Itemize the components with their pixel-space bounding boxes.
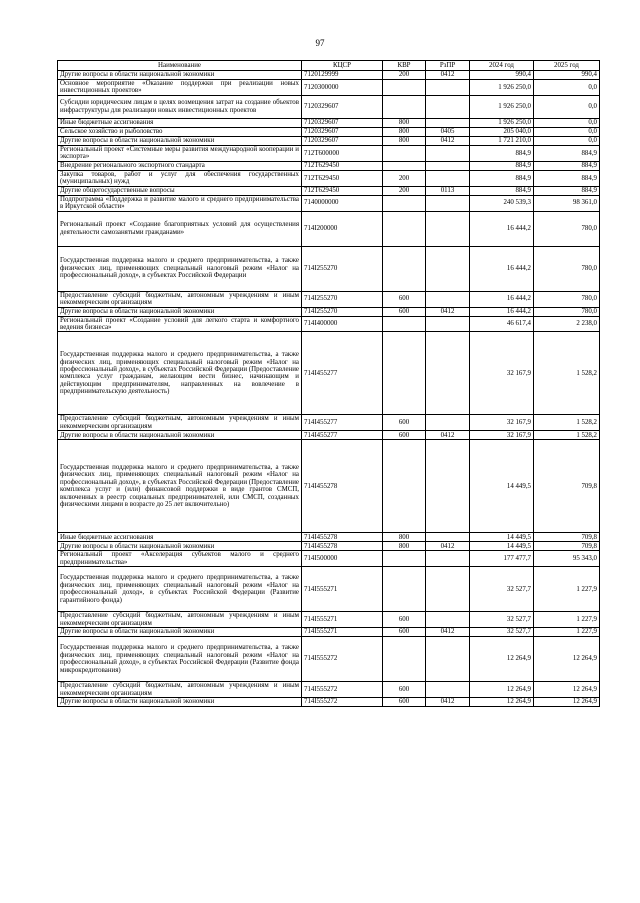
row-kcsr-cell: 7120329607 bbox=[302, 136, 383, 145]
header-2025: 2025 год bbox=[534, 61, 600, 71]
table-row bbox=[58, 118, 600, 127]
row-name-cell: Иные бюджетные ассигнования bbox=[58, 533, 302, 542]
row-kcsr-cell: 7140000000 bbox=[302, 195, 383, 211]
header-kcsr: КЦСР bbox=[302, 61, 383, 71]
row-2025-cell: 12 264,9 bbox=[534, 682, 600, 698]
table-body bbox=[58, 71, 600, 707]
row-kcsr-cell: 714I500000 bbox=[302, 551, 383, 567]
row-name-cell: Другие общегосударственные вопросы bbox=[58, 186, 302, 195]
row-2025-cell: 0,0 bbox=[534, 95, 600, 118]
row-kcsr-cell: 714I400000 bbox=[302, 316, 383, 332]
row-kvr-cell: 800 bbox=[383, 136, 426, 145]
row-kcsr-cell: 714I455277 bbox=[302, 415, 383, 431]
row-name-cell: Региональный проект «Акселерация субъектов малого и среднего предпринимательства» bbox=[58, 551, 302, 567]
row-kcsr-cell: 714I455277 bbox=[302, 431, 383, 440]
table-row bbox=[58, 195, 600, 211]
row-2024-cell: 32 527,7 bbox=[470, 612, 534, 628]
row-2025-cell: 884,9 bbox=[534, 186, 600, 195]
row-2024-cell: 14 449,5 bbox=[470, 440, 534, 533]
row-2024-cell: 884,9 bbox=[470, 161, 534, 170]
row-kcsr-cell: 714I555271 bbox=[302, 628, 383, 637]
row-2025-cell: 12 264,9 bbox=[534, 698, 600, 707]
row-2024-cell: 205 040,0 bbox=[470, 127, 534, 136]
row-kvr-cell bbox=[383, 332, 426, 415]
row-kvr-cell bbox=[383, 551, 426, 567]
row-kcsr-cell: 712T629450 bbox=[302, 186, 383, 195]
row-name-cell: Другие вопросы в области национальной экономики bbox=[58, 431, 302, 440]
table-row bbox=[58, 682, 600, 698]
row-2024-cell: 177 477,7 bbox=[470, 551, 534, 567]
row-2024-cell: 32 167,9 bbox=[470, 332, 534, 415]
row-rzpr-cell bbox=[426, 682, 470, 698]
row-2025-cell: 884,9 bbox=[534, 170, 600, 186]
row-2025-cell: 98 361,0 bbox=[534, 195, 600, 211]
row-rzpr-cell: 0412 bbox=[426, 542, 470, 551]
row-name-cell: Сельское хозяйство и рыболовство bbox=[58, 127, 302, 136]
row-2025-cell: 780,0 bbox=[534, 291, 600, 307]
row-rzpr-cell: 0412 bbox=[426, 136, 470, 145]
row-kvr-cell bbox=[383, 246, 426, 291]
row-kcsr-cell: 7120329607 bbox=[302, 95, 383, 118]
row-name-cell: Другие вопросы в области национальной экономики bbox=[58, 542, 302, 551]
table-row bbox=[58, 127, 600, 136]
row-kcsr-cell: 714I555272 bbox=[302, 682, 383, 698]
row-kvr-cell: 200 bbox=[383, 186, 426, 195]
row-kcsr-cell: 714I455278 bbox=[302, 440, 383, 533]
row-rzpr-cell: 0113 bbox=[426, 186, 470, 195]
row-kvr-cell bbox=[383, 211, 426, 246]
budget-table bbox=[57, 60, 600, 707]
row-kvr-cell: 600 bbox=[383, 431, 426, 440]
row-rzpr-cell bbox=[426, 95, 470, 118]
row-name-cell: Подпрограмма «Поддержка и развитие малого и среднего предпринимательства в Иркутской области» bbox=[58, 195, 302, 211]
row-kvr-cell: 800 bbox=[383, 127, 426, 136]
row-kvr-cell: 600 bbox=[383, 698, 426, 707]
row-kvr-cell: 800 bbox=[383, 533, 426, 542]
table-row bbox=[58, 161, 600, 170]
row-2024-cell: 32 167,9 bbox=[470, 431, 534, 440]
table-row bbox=[58, 637, 600, 682]
row-name-cell: Предоставление субсидий бюджетным, автономным учреждениям и иным некоммерческим организациям bbox=[58, 415, 302, 431]
header-kvr: КВР bbox=[383, 61, 426, 71]
header-rzpr: РзПР bbox=[426, 61, 470, 71]
table-row bbox=[58, 567, 600, 612]
row-name-cell: Государственная поддержка малого и среднего предпринимательства, а также физических лиц, применяющих специальный налоговый режим «Налог на профессиональный доход», в субъектах Российской Федерации (Развитие гарантийного фонда) bbox=[58, 567, 302, 612]
table-row bbox=[58, 246, 600, 291]
row-2025-cell: 709,8 bbox=[534, 440, 600, 533]
table-row bbox=[58, 145, 600, 161]
row-kvr-cell bbox=[383, 567, 426, 612]
row-2024-cell: 46 617,4 bbox=[470, 316, 534, 332]
row-kcsr-cell: 714I455278 bbox=[302, 533, 383, 542]
row-rzpr-cell: 0412 bbox=[426, 698, 470, 707]
table-row bbox=[58, 431, 600, 440]
row-name-cell: Государственная поддержка малого и среднего предпринимательства, а также физических лиц, применяющих специальный налоговый режим «Налог на профессиональный доход», в субъектах Российской Федерации bbox=[58, 246, 302, 291]
table-row bbox=[58, 533, 600, 542]
row-kcsr-cell: 714I455278 bbox=[302, 542, 383, 551]
row-kvr-cell: 600 bbox=[383, 628, 426, 637]
table-row bbox=[58, 95, 600, 118]
row-rzpr-cell bbox=[426, 211, 470, 246]
row-name-cell: Государственная поддержка малого и среднего предпринимательства, а также физических лиц, применяющих специальный налоговый режим «Налог на профессиональный доход», в субъектах Российской Федерации (Предоставление комплекса услуг гражданам, желающим вести бизнес, начинающим и действующим предпринимателям, направленных на вовлечение в предпринимательскую деятельность) bbox=[58, 332, 302, 415]
row-2025-cell: 709,8 bbox=[534, 533, 600, 542]
row-name-cell: Предоставление субсидий бюджетным, автономным учреждениям и иным некоммерческим организациям bbox=[58, 612, 302, 628]
row-rzpr-cell bbox=[426, 80, 470, 96]
row-name-cell: Региональный проект «Создание благоприятных условий для осуществления деятельности самозанятыми гражданами» bbox=[58, 211, 302, 246]
row-2024-cell: 1 721 210,0 bbox=[470, 136, 534, 145]
table-row bbox=[58, 332, 600, 415]
row-2024-cell: 32 167,9 bbox=[470, 415, 534, 431]
row-2025-cell: 780,0 bbox=[534, 246, 600, 291]
row-name-cell: Другие вопросы в области национальной экономики bbox=[58, 71, 302, 80]
row-2024-cell: 16 444,2 bbox=[470, 246, 534, 291]
row-kcsr-cell: 7120329607 bbox=[302, 127, 383, 136]
row-rzpr-cell bbox=[426, 533, 470, 542]
table-row bbox=[58, 170, 600, 186]
table-row bbox=[58, 440, 600, 533]
row-name-cell: Предоставление субсидий бюджетным, автономным учреждениям и иным некоммерческим организациям bbox=[58, 682, 302, 698]
row-rzpr-cell bbox=[426, 118, 470, 127]
row-rzpr-cell bbox=[426, 551, 470, 567]
row-name-cell: Другие вопросы в области национальной экономики bbox=[58, 628, 302, 637]
row-kcsr-cell: 712T629450 bbox=[302, 170, 383, 186]
row-kcsr-cell: 714I255270 bbox=[302, 246, 383, 291]
row-kvr-cell bbox=[383, 316, 426, 332]
row-kvr-cell: 200 bbox=[383, 170, 426, 186]
row-rzpr-cell: 0412 bbox=[426, 71, 470, 80]
row-rzpr-cell: 0412 bbox=[426, 307, 470, 316]
row-kcsr-cell: 7120329607 bbox=[302, 118, 383, 127]
row-2025-cell: 1 528,2 bbox=[534, 431, 600, 440]
header-2024: 2024 год bbox=[470, 61, 534, 71]
row-kvr-cell bbox=[383, 440, 426, 533]
row-2024-cell: 32 527,7 bbox=[470, 567, 534, 612]
row-rzpr-cell bbox=[426, 246, 470, 291]
row-kvr-cell: 600 bbox=[383, 682, 426, 698]
row-kcsr-cell: 714I555272 bbox=[302, 637, 383, 682]
row-kvr-cell bbox=[383, 195, 426, 211]
row-2025-cell: 709,8 bbox=[534, 542, 600, 551]
table-row bbox=[58, 136, 600, 145]
row-kcsr-cell: 714I555272 bbox=[302, 698, 383, 707]
row-kvr-cell: 600 bbox=[383, 291, 426, 307]
row-2025-cell: 1 528,2 bbox=[534, 332, 600, 415]
row-name-cell: Другие вопросы в области национальной экономики bbox=[58, 307, 302, 316]
row-kvr-cell bbox=[383, 161, 426, 170]
table-row bbox=[58, 291, 600, 307]
table-row bbox=[58, 415, 600, 431]
table-row bbox=[58, 71, 600, 80]
row-2025-cell: 0,0 bbox=[534, 127, 600, 136]
row-2024-cell: 16 444,2 bbox=[470, 307, 534, 316]
row-kvr-cell bbox=[383, 637, 426, 682]
row-kcsr-cell: 714I255270 bbox=[302, 307, 383, 316]
row-2024-cell: 14 449,5 bbox=[470, 533, 534, 542]
row-rzpr-cell bbox=[426, 291, 470, 307]
table-row bbox=[58, 316, 600, 332]
row-rzpr-cell: 0405 bbox=[426, 127, 470, 136]
row-2024-cell: 16 444,2 bbox=[470, 291, 534, 307]
row-kvr-cell: 200 bbox=[383, 71, 426, 80]
row-rzpr-cell bbox=[426, 161, 470, 170]
row-name-cell: Другие вопросы в области национальной экономики bbox=[58, 136, 302, 145]
row-kcsr-cell: 714I455277 bbox=[302, 332, 383, 415]
row-name-cell: Закупка товаров, работ и услуг для обеспечения государственных (муниципальных) нужд bbox=[58, 170, 302, 186]
table-row bbox=[58, 211, 600, 246]
row-name-cell: Внедрение регионального экспортного стандарта bbox=[58, 161, 302, 170]
row-name-cell: Предоставление субсидий бюджетным, автономным учреждениям и иным некоммерческим организациям bbox=[58, 291, 302, 307]
row-2025-cell: 884,9 bbox=[534, 161, 600, 170]
row-2025-cell: 2 238,0 bbox=[534, 316, 600, 332]
row-2024-cell: 12 264,9 bbox=[470, 637, 534, 682]
row-2025-cell: 0,0 bbox=[534, 136, 600, 145]
row-2025-cell: 780,0 bbox=[534, 307, 600, 316]
row-rzpr-cell: 0412 bbox=[426, 431, 470, 440]
row-name-cell: Другие вопросы в области национальной экономики bbox=[58, 698, 302, 707]
row-2025-cell: 1 227,9 bbox=[534, 628, 600, 637]
row-kcsr-cell: 712T629450 bbox=[302, 161, 383, 170]
table-row bbox=[58, 542, 600, 551]
row-2024-cell: 16 444,2 bbox=[470, 211, 534, 246]
row-2024-cell: 240 539,3 bbox=[470, 195, 534, 211]
row-2024-cell: 990,4 bbox=[470, 71, 534, 80]
row-rzpr-cell bbox=[426, 332, 470, 415]
row-rzpr-cell bbox=[426, 145, 470, 161]
row-rzpr-cell bbox=[426, 440, 470, 533]
row-2025-cell: 0,0 bbox=[534, 80, 600, 96]
table-row bbox=[58, 186, 600, 195]
header-name: Наименование bbox=[58, 61, 302, 71]
row-2025-cell: 12 264,9 bbox=[534, 637, 600, 682]
row-name-cell: Региональный проект «Системные меры развития международной кооперации и экспорта» bbox=[58, 145, 302, 161]
row-rzpr-cell bbox=[426, 415, 470, 431]
row-rzpr-cell bbox=[426, 637, 470, 682]
row-kvr-cell: 600 bbox=[383, 612, 426, 628]
row-rzpr-cell bbox=[426, 612, 470, 628]
row-kvr-cell bbox=[383, 145, 426, 161]
row-2024-cell: 14 449,5 bbox=[470, 542, 534, 551]
row-kvr-cell: 800 bbox=[383, 118, 426, 127]
row-2025-cell: 990,4 bbox=[534, 71, 600, 80]
table-row bbox=[58, 628, 600, 637]
row-kcsr-cell: 714I255270 bbox=[302, 291, 383, 307]
row-2024-cell: 32 527,7 bbox=[470, 628, 534, 637]
row-2024-cell: 884,9 bbox=[470, 170, 534, 186]
row-kvr-cell: 600 bbox=[383, 307, 426, 316]
table-row bbox=[58, 551, 600, 567]
row-name-cell: Государственная поддержка малого и среднего предпринимательства, а также физических лиц, применяющих специальный налоговый режим «Налог на профессиональный доход», в субъектах Российской Федерации (Развитие фонда микрокредитования) bbox=[58, 637, 302, 682]
row-rzpr-cell bbox=[426, 567, 470, 612]
table-row bbox=[58, 612, 600, 628]
row-kcsr-cell: 7120300000 bbox=[302, 80, 383, 96]
row-rzpr-cell bbox=[426, 316, 470, 332]
row-2025-cell: 0,0 bbox=[534, 118, 600, 127]
row-kcsr-cell: 712T600000 bbox=[302, 145, 383, 161]
row-2024-cell: 1 926 250,0 bbox=[470, 118, 534, 127]
row-kcsr-cell: 714I555271 bbox=[302, 567, 383, 612]
table-row bbox=[58, 80, 600, 96]
row-kcsr-cell: 714I555271 bbox=[302, 612, 383, 628]
row-rzpr-cell bbox=[426, 170, 470, 186]
row-kcsr-cell: 7120129999 bbox=[302, 71, 383, 80]
row-2024-cell: 1 926 250,0 bbox=[470, 80, 534, 96]
row-kcsr-cell: 714I200000 bbox=[302, 211, 383, 246]
row-2025-cell: 884,9 bbox=[534, 145, 600, 161]
table-row bbox=[58, 698, 600, 707]
row-2025-cell: 1 227,9 bbox=[534, 612, 600, 628]
row-kvr-cell bbox=[383, 95, 426, 118]
row-name-cell: Основное мероприятие «Оказание поддержки при реализации новых инвестиционных проектов» bbox=[58, 80, 302, 96]
row-name-cell: Региональный проект «Создание условий для легкого старта и комфортного ведения бизнеса» bbox=[58, 316, 302, 332]
row-rzpr-cell bbox=[426, 195, 470, 211]
row-2024-cell: 1 926 250,0 bbox=[470, 95, 534, 118]
row-name-cell: Субсидии юридическим лицам в целях возмещения затрат на создание объектов инфраструктуры для реализации новых инвестиционных проектов bbox=[58, 95, 302, 118]
table-row bbox=[58, 307, 600, 316]
table-header-row bbox=[58, 61, 600, 71]
row-2025-cell: 1 528,2 bbox=[534, 415, 600, 431]
row-kvr-cell bbox=[383, 80, 426, 96]
row-2025-cell: 780,0 bbox=[534, 211, 600, 246]
row-rzpr-cell: 0412 bbox=[426, 628, 470, 637]
row-2025-cell: 1 227,9 bbox=[534, 567, 600, 612]
row-kvr-cell: 800 bbox=[383, 542, 426, 551]
row-2024-cell: 884,9 bbox=[470, 145, 534, 161]
page-number: 97 bbox=[315, 38, 325, 48]
row-name-cell: Государственная поддержка малого и среднего предпринимательства, а также физических лиц, применяющих специальный налоговый режим «Налог на профессиональный доход», в субъектах Российской Федерации (Предоставление комплекса услуг и (или) финансовой поддержки в виде грантов СМСП, включенных в реестр социальных предпринимателей, или СМСП, созданных физическими лицами в возрасте до 25 лет включительно) bbox=[58, 440, 302, 533]
row-2024-cell: 884,9 bbox=[470, 186, 534, 195]
row-2024-cell: 12 264,9 bbox=[470, 682, 534, 698]
row-2025-cell: 95 343,0 bbox=[534, 551, 600, 567]
row-kvr-cell: 600 bbox=[383, 415, 426, 431]
row-2024-cell: 12 264,9 bbox=[470, 698, 534, 707]
row-name-cell: Иные бюджетные ассигнования bbox=[58, 118, 302, 127]
